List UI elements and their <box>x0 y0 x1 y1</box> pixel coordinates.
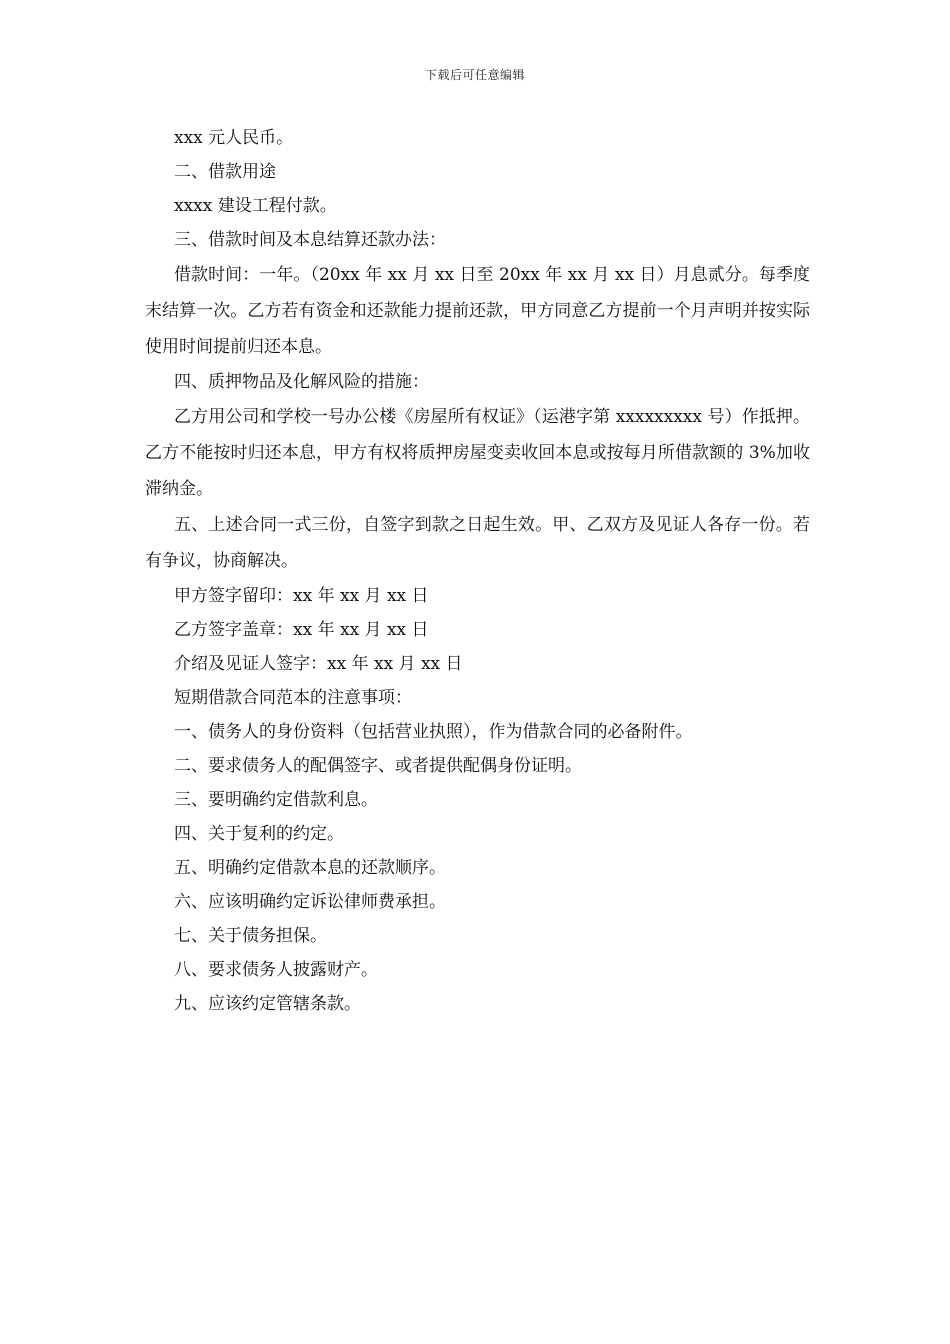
paragraph-purpose: xxxx 建设工程付款。 <box>174 196 337 216</box>
paragraph-collateral: 乙方用公司和学校一号办公楼《房屋所有权证》（运港字第 xxxxxxxxx 号）作抵押。乙方不能按时归还本息，甲方有权将质押房屋变卖收回本息或按每月所借款额的 3%加收滞纳金。 <box>145 407 810 499</box>
heading-loan-purpose: 二、借款用途 <box>174 162 276 182</box>
paragraph-amount: xxx 元人民币。 <box>174 128 294 148</box>
note-item: 九、应该约定管辖条款。 <box>174 994 361 1014</box>
heading-notes: 短期借款合同范本的注意事项： <box>174 688 412 708</box>
note-item: 一、债务人的身份资料（包括营业执照），作为借款合同的必备附件。 <box>174 722 693 742</box>
note-item: 六、应该明确约定诉讼律师费承担。 <box>174 892 446 912</box>
note-item: 七、关于债务担保。 <box>174 926 327 946</box>
note-item: 五、明确约定借款本息的还款顺序。 <box>174 858 446 878</box>
page-header: 下载后可任意编辑 <box>424 68 525 82</box>
note-item: 四、关于复利的约定。 <box>174 824 344 844</box>
note-item: 二、要求债务人的配偶签字、或者提供配偶身份证明。 <box>174 756 582 776</box>
note-item: 三、要明确约定借款利息。 <box>174 790 378 810</box>
heading-collateral: 四、质押物品及化解风险的措施： <box>174 372 429 392</box>
note-item: 八、要求债务人披露财产。 <box>174 960 378 980</box>
signature-party-b: 乙方签字盖章：xx 年 xx 月 xx 日 <box>174 620 429 640</box>
document-body <box>145 121 810 1021</box>
paragraph-loan-term: 借款时间：一年。（20xx 年 xx 月 xx 日至 20xx 年 xx 月 xx 日）月息贰分。每季度末结算一次。乙方若有资金和还款能力提前还款，甲方同意乙方提前一个月声明并按实际使用时间提前归还本息。 <box>145 265 810 357</box>
paragraph-effective: 五、上述合同一式三份，自签字到款之日起生效。甲、乙双方及见证人各存一份。若有争议，协商解决。 <box>145 515 810 571</box>
signature-witness: 介绍及见证人签字：xx 年 xx 月 xx 日 <box>174 654 463 674</box>
heading-loan-term: 三、借款时间及本息结算还款办法： <box>174 230 446 250</box>
signature-party-a: 甲方签字留印：xx 年 xx 月 xx 日 <box>174 586 429 606</box>
